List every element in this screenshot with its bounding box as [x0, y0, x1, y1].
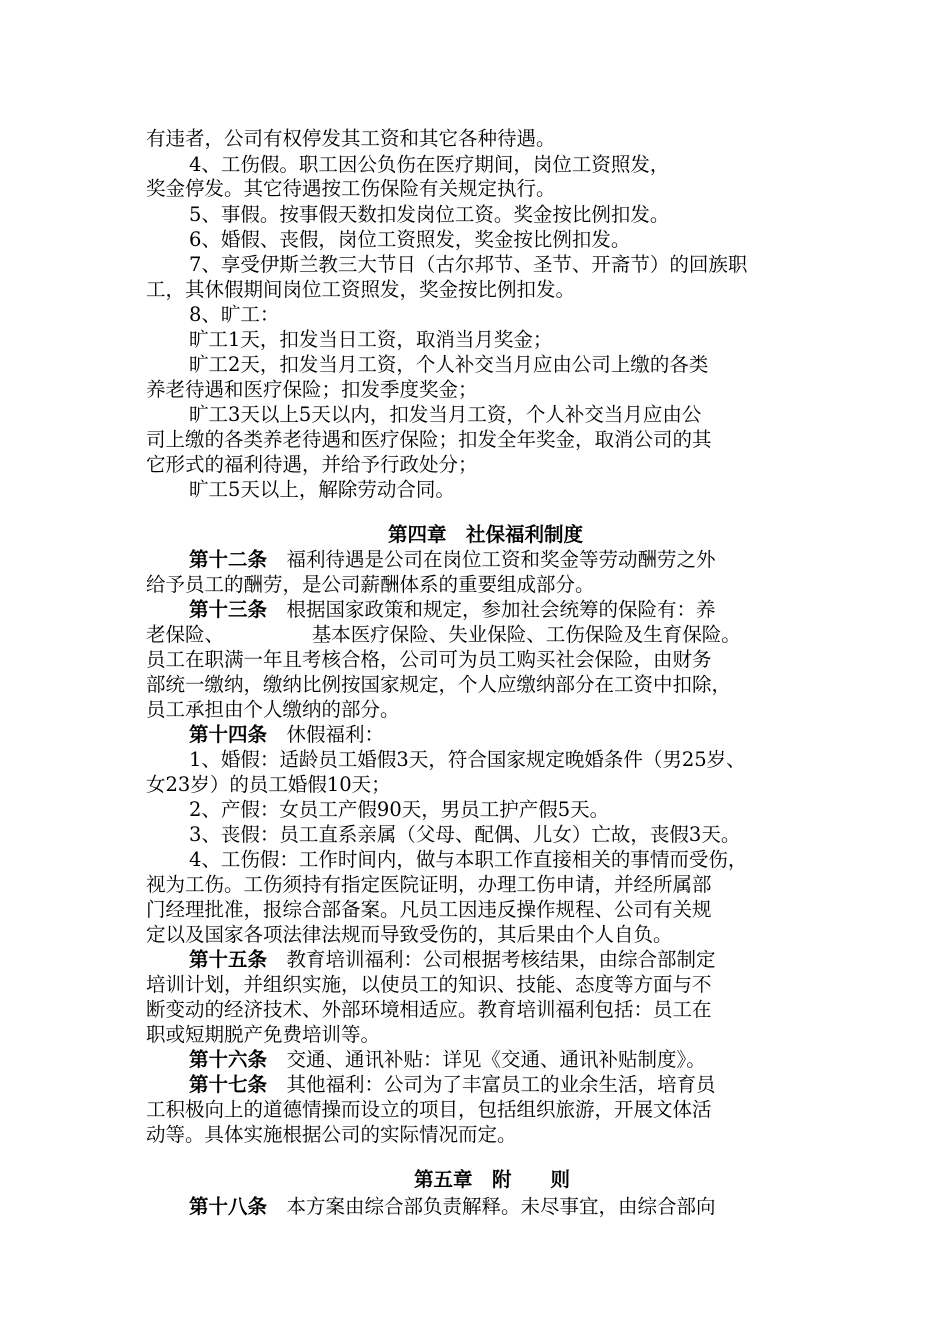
- paragraph-line: 女23岁）的员工婚假10天；: [146, 773, 391, 796]
- article-label: 第十七条: [189, 1073, 268, 1096]
- paragraph-line: 旷工2天，扣发当月工资，个人补交当月应由公司上缴的各类: [189, 353, 709, 376]
- article-13: [189, 597, 716, 623]
- paragraph-line: 8、旷工：: [189, 303, 280, 326]
- article-text: 休假福利：: [286, 723, 385, 746]
- article-17: [189, 1072, 716, 1098]
- paragraph-line: 培训计划，并组织实施，以使员工的知识、技能、态度等方面与不: [146, 973, 712, 996]
- paragraph-line: 动等。具体实施根据公司的实际情况而定。: [146, 1123, 517, 1146]
- paragraph-line: 旷工1天，扣发当日工资，取消当月奖金；: [189, 328, 553, 351]
- paragraph-line: 旷工3天以上5天以内，扣发当月工资，个人补交当月应由公: [189, 403, 702, 426]
- article-12: [189, 547, 716, 573]
- paragraph-line: 工积极向上的道德情操而设立的项目，包括组织旅游，开展文体活: [146, 1098, 712, 1121]
- paragraph-line: 养老待遇和医疗保险；扣发季度奖金；: [146, 378, 478, 401]
- article-15: [189, 947, 716, 973]
- paragraph-line: 有违者，公司有权停发其工资和其它各种待遇。: [146, 127, 556, 150]
- list-item: 1、婚假：适龄员工婚假3天，符合国家规定晚婚条件（男25岁、: [189, 748, 746, 771]
- list-item: 3、丧假：员工直系亲属（父母、配偶、儿女）亡故，丧假3天。: [189, 823, 741, 846]
- paragraph-line: 奖金停发。其它待遇按工伤保险有关规定执行。: [146, 177, 556, 200]
- paragraph-line: 员工承担由个人缴纳的部分。: [146, 698, 400, 721]
- paragraph-line: 定以及国家各项法律法规而导致受伤的，其后果由个人自负。: [146, 923, 673, 946]
- paragraph-line: 它形式的福利待遇，并给予行政处分；: [146, 453, 478, 476]
- article-label: 第十二条: [189, 548, 268, 571]
- paragraph-line: 断变动的经济技术、外部环境相适应。教育培训福利包括：员工在: [146, 998, 712, 1021]
- paragraph-line: 职或短期脱产免费培训等。: [146, 1023, 381, 1046]
- article-label: 第十六条: [189, 1048, 268, 1071]
- paragraph-line: 4、工伤假。职工因公负伤在医疗期间，岗位工资照发，: [189, 153, 670, 176]
- list-item: 4、工伤假：工作时间内，做与本职工作直接相关的事情而受伤，: [189, 848, 748, 871]
- article-14: [189, 722, 384, 748]
- article-text: 交通、通讯补贴：详见《交通、通讯补贴制度》。: [286, 1048, 706, 1071]
- paragraph-line: 门经理批准，报综合部备案。凡员工因违反操作规程、公司有关规: [146, 898, 712, 921]
- article-label: 第十八条: [189, 1195, 268, 1218]
- article-text: 教育培训福利：公司根据考核结果，由综合部制定: [286, 948, 716, 971]
- paragraph-line: 7、享受伊斯兰教三大节日（古尔邦节、圣节、开斋节）的回族职: [189, 253, 748, 276]
- article-16: [189, 1047, 706, 1073]
- article-text: 福利待遇是公司在岗位工资和奖金等劳动酬劳之外: [286, 548, 716, 571]
- paragraph-line: 视为工伤。工伤须持有指定医院证明，办理工伤申请，并经所属部: [146, 873, 712, 896]
- article-18: [189, 1194, 716, 1220]
- article-label: 第十四条: [189, 723, 268, 746]
- paragraph-line: 6、婚假、丧假，岗位工资照发，奖金按比例扣发。: [189, 228, 631, 251]
- chapter-5-heading: 第五章 附 则: [414, 1168, 571, 1191]
- article-text: 其他福利：公司为了丰富员工的业余生活，培育员: [286, 1073, 716, 1096]
- paragraph-line: 给予员工的酬劳，是公司薪酬体系的重要组成部分。: [146, 573, 595, 596]
- list-item: 2、产假：女员工产假90天，男员工护产假5天。: [189, 798, 610, 821]
- paragraph-line: 工，其休假期间岗位工资照发，奖金按比例扣发。: [146, 278, 576, 301]
- paragraph-line: 老保险、 基本医疗保险、失业保险、工伤保险及生育保险。: [146, 623, 741, 646]
- paragraph-line: 部统一缴纳，缴纳比例按国家规定，个人应缴纳部分在工资中扣除，: [146, 673, 732, 696]
- paragraph-line: 司上缴的各类养老待遇和医疗保险；扣发全年奖金，取消公司的其: [146, 428, 712, 451]
- article-label: 第十三条: [189, 598, 268, 621]
- paragraph-line: 员工在职满一年且考核合格，公司可为员工购买社会保险，由财务: [146, 648, 712, 671]
- paragraph-line: 5、事假。按事假天数扣发岗位工资。奖金按比例扣发。: [189, 203, 670, 226]
- article-label: 第十五条: [189, 948, 268, 971]
- paragraph-line: 旷工5天以上，解除劳动合同。: [189, 478, 455, 501]
- article-text: 根据国家政策和规定，参加社会统筹的保险有：养: [286, 598, 716, 621]
- chapter-4-heading: 第四章 社保福利制度: [388, 523, 584, 546]
- article-text: 本方案由综合部负责解释。未尽事宜，由综合部向: [286, 1195, 716, 1218]
